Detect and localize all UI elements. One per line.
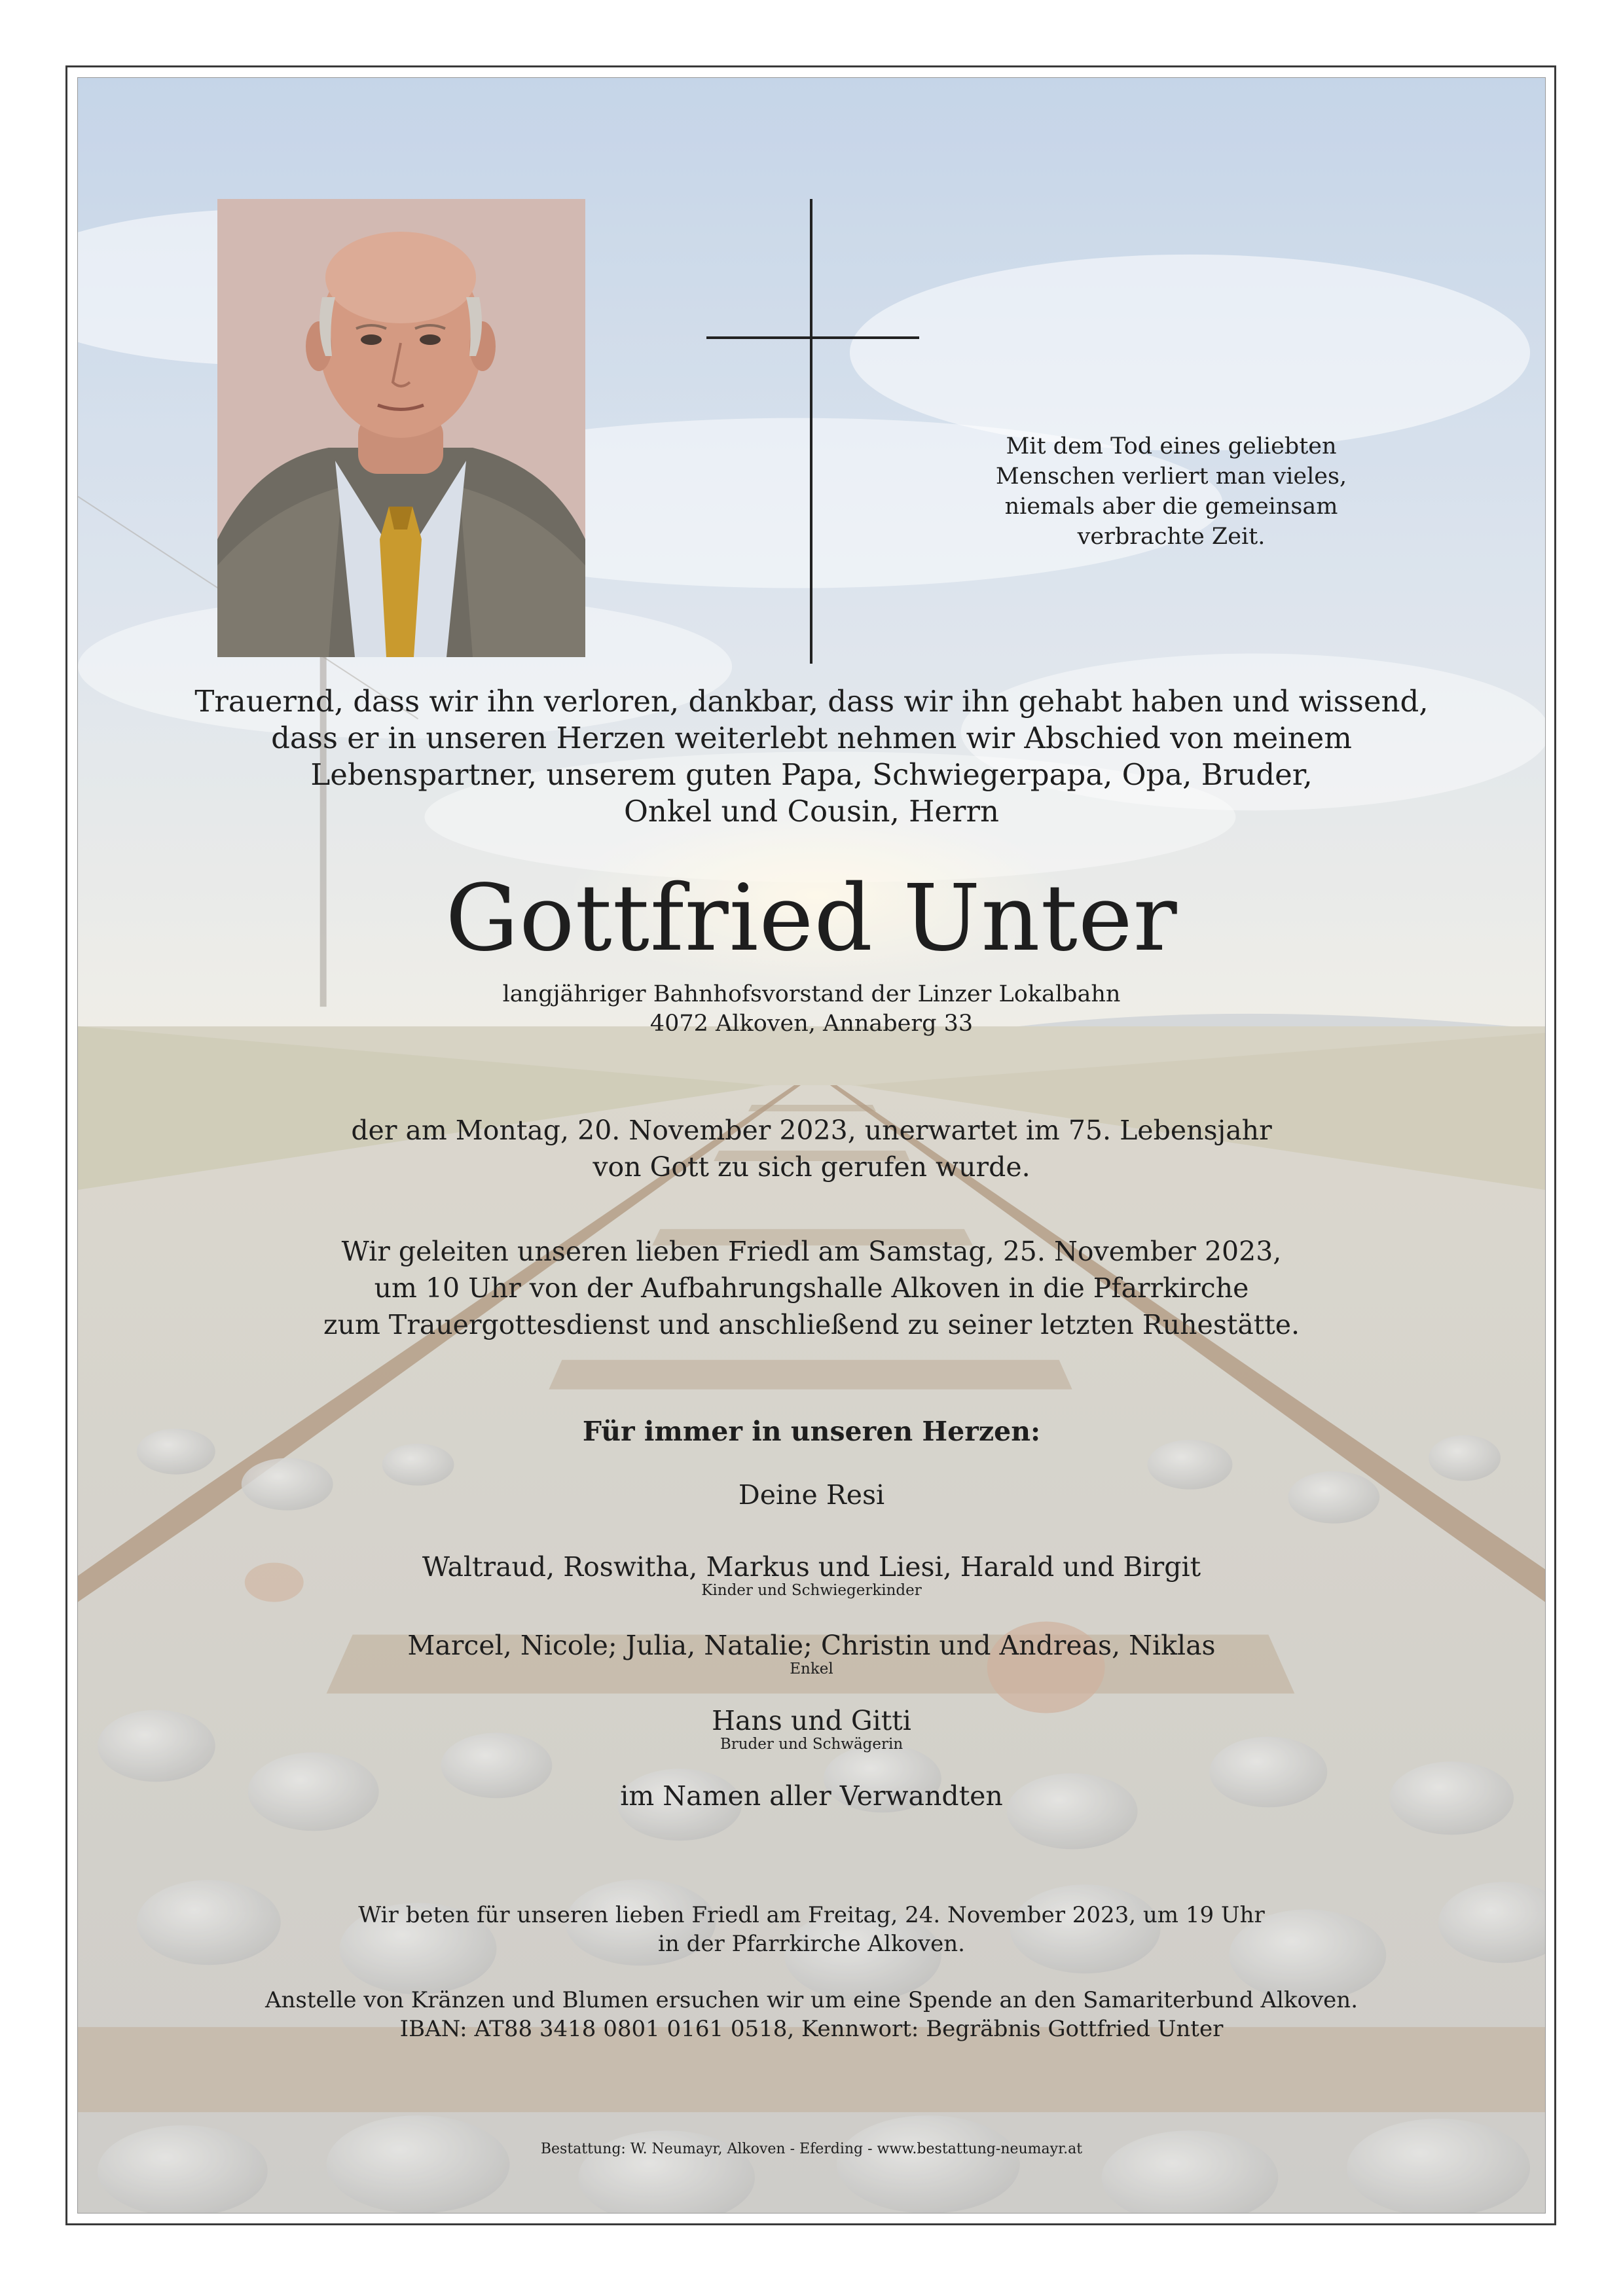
- prayer-line: in der Pfarrkirche Alkoven.: [658, 1931, 965, 1957]
- cross-horizontal-icon: [706, 336, 919, 339]
- funeral-details: [78, 1233, 1545, 1343]
- quote-line: Menschen verliert man vieles,: [995, 463, 1347, 490]
- family-grandchildren: Marcel, Nicole; Julia, Natalie; Christin und Andreas, Niklas: [407, 1630, 1216, 1661]
- portrait-photo: [217, 199, 585, 657]
- family-siblings: Hans und Gitti: [712, 1705, 911, 1736]
- quote-line: Mit dem Tod eines geliebten: [1006, 433, 1337, 459]
- deceased-role: langjähriger Bahnhofsvorstand der Linzer Lokalbahn: [502, 981, 1121, 1007]
- quote-line: verbrachte Zeit.: [1077, 524, 1266, 550]
- death-notice-line: der am Montag, 20. November 2023, unerwartet im 75. Lebensjahr: [351, 1115, 1272, 1146]
- family-relatives: im Namen aller Verwandten: [620, 1780, 1003, 1812]
- intro-line: Onkel und Cousin, Herrn: [623, 794, 999, 829]
- death-notice: [78, 1112, 1545, 1185]
- intro-line: dass er in unseren Herzen weiterlebt nehmen wir Abschied von meinem: [271, 721, 1352, 755]
- funeral-line: zum Trauergottesdienst und anschließend zu seiner letzten Ruhestätte.: [323, 1309, 1300, 1340]
- funeral-line: um 10 Uhr von der Aufbahrungshalle Alkoven in die Pfarrkirche: [374, 1272, 1249, 1304]
- family-partner: Deine Resi: [738, 1479, 885, 1511]
- family-grandchildren-label: Enkel: [790, 1660, 833, 1677]
- family-siblings-label: Bruder und Schwägerin: [720, 1736, 903, 1753]
- deceased-address: 4072 Alkoven, Annaberg 33: [649, 1011, 974, 1037]
- funeral-line: Wir geleiten unseren lieben Friedl am Samstag, 25. November 2023,: [341, 1236, 1282, 1267]
- donation-notice: [78, 1986, 1545, 2043]
- intro-text: [78, 683, 1545, 830]
- quote-line: niemals aber die gemeinsam: [1004, 493, 1338, 520]
- death-notice-line: von Gott zu sich gerufen wurde.: [593, 1151, 1030, 1183]
- intro-line: Lebenspartner, unserem guten Papa, Schwiegerpapa, Opa, Bruder,: [310, 757, 1313, 792]
- page-background: [77, 77, 1546, 2214]
- family-children-label: Kinder und Schwiegerkinder: [701, 1582, 922, 1599]
- funeral-home-footer: Bestattung: W. Neumayr, Alkoven - Eferding - www.bestattung-neumayr.at: [540, 2141, 1083, 2157]
- prayer-notice: [78, 1901, 1545, 1958]
- family-heading: Für immer in unseren Herzen:: [582, 1416, 1041, 1447]
- deceased-name: Gottfried Unter: [445, 865, 1178, 972]
- cross-vertical-icon: [810, 199, 812, 664]
- donation-line: Anstelle von Kränzen und Blumen ersuchen wir um eine Spende an den Samariterbund Alkoven.: [264, 1987, 1359, 2013]
- prayer-line: Wir beten für unseren lieben Friedl am Freitag, 24. November 2023, um 19 Uhr: [358, 1902, 1265, 1928]
- family-children: Waltraud, Roswitha, Markus und Liesi, Harald und Birgit: [422, 1551, 1201, 1583]
- memorial-quote: [988, 431, 1355, 552]
- donation-iban: IBAN: AT88 3418 0801 0161 0518, Kennwort: Begräbnis Gottfried Unter: [399, 2016, 1224, 2042]
- deceased-details: [78, 980, 1545, 1039]
- intro-line: Trauernd, dass wir ihn verloren, dankbar, dass wir ihn gehabt haben und wissend,: [194, 684, 1429, 719]
